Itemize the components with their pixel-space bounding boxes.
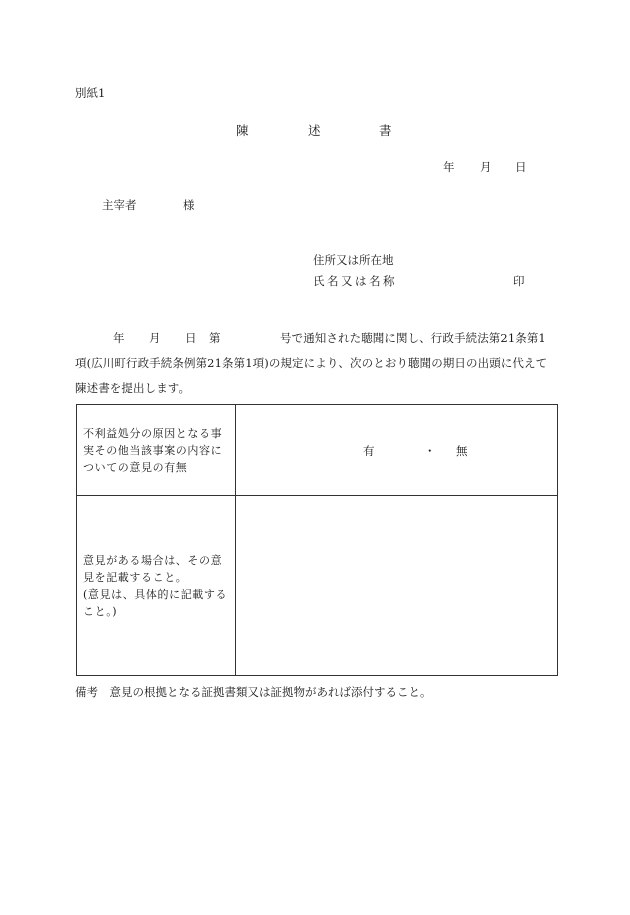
- opinion-detail-instruction: 意見がある場合は、その意見を記載すること。 (意見は、具体的に記載すること。): [77, 496, 236, 676]
- opinion-presence-answer[interactable]: [236, 405, 558, 496]
- notice-number-prefix: 第: [209, 331, 221, 345]
- notice-year-label: 年: [113, 331, 125, 345]
- document-title-char-3: 書: [379, 123, 392, 138]
- opinion-table: [76, 404, 558, 676]
- table-row: [77, 405, 558, 496]
- date-day: 日: [515, 160, 527, 174]
- addressee-name: 主宰者: [102, 198, 137, 212]
- notice-body-text: 号で通知された聴聞に関し、行政手続法第21条第1: [280, 331, 546, 345]
- body-line-2: 項(広川町行政手続条例第21条第1項)の規定により、次のとおり聴聞の期日の出頭に代えて: [75, 356, 548, 370]
- date-year: 年: [443, 160, 455, 174]
- seal-mark: 印: [513, 274, 525, 288]
- choice-no[interactable]: 無: [456, 444, 468, 458]
- remark-note: 備考 意見の根拠となる証拠書類又は証拠物があれば添付すること。: [75, 685, 432, 699]
- date-month: 月: [480, 160, 492, 174]
- choice-yes[interactable]: 有: [363, 444, 375, 458]
- notice-day-label: 日: [185, 331, 197, 345]
- document-title-char-1: 陳: [236, 123, 249, 138]
- document-title-char-2: 述: [308, 123, 321, 138]
- choice-separator: ・: [424, 444, 436, 458]
- opinion-detail-field[interactable]: [236, 496, 558, 676]
- sender-address-label: 住所又は所在地: [313, 253, 394, 267]
- table-row: [77, 496, 558, 676]
- notice-month-label: 月: [149, 331, 161, 345]
- opinion-presence-question: 不利益処分の原因となる事実その他当該事案の内容についての意見の有無: [77, 405, 236, 496]
- addressee-honorific: 様: [183, 198, 195, 212]
- body-line-3: 陳述書を提出します。: [75, 381, 191, 395]
- sender-name-label: 氏名又は名称: [313, 274, 397, 288]
- sheet-label: 別紙1: [75, 86, 106, 100]
